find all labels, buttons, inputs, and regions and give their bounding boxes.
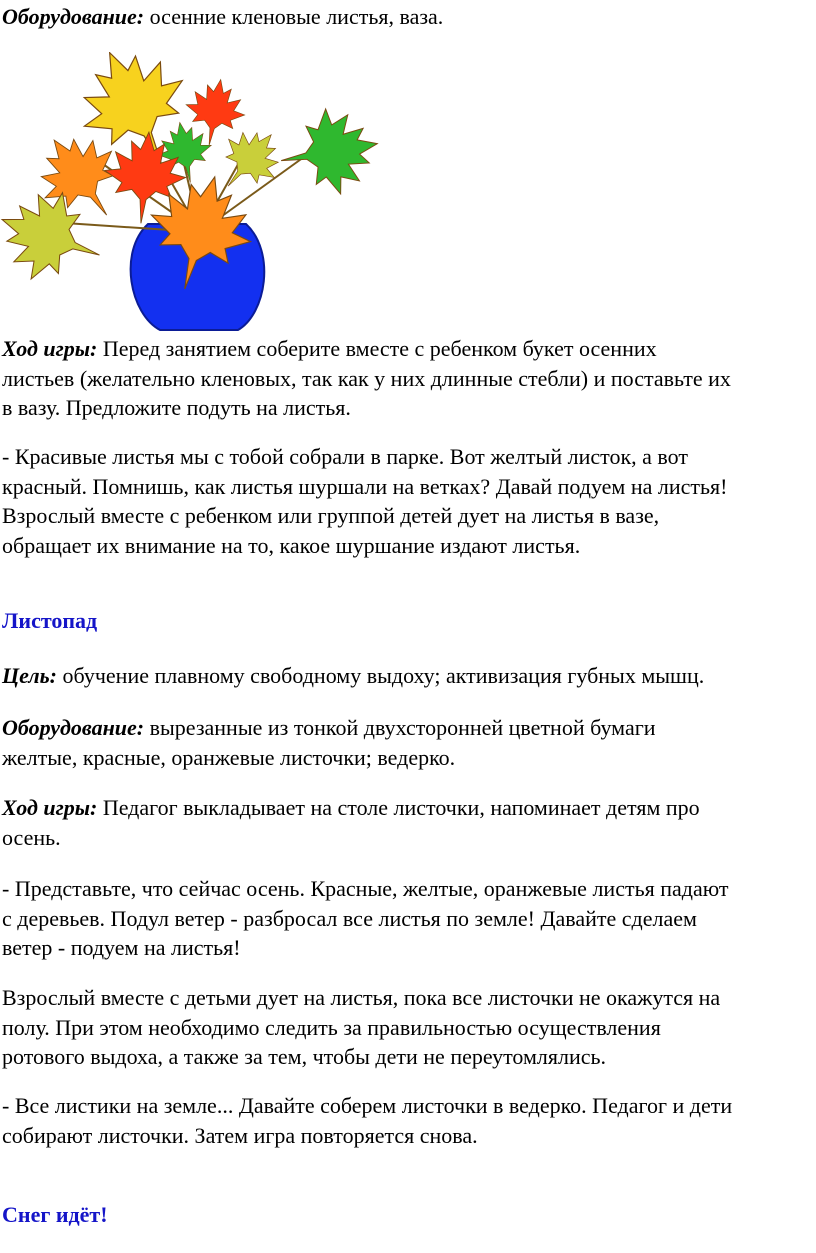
equipment-label: Оборудование:	[2, 4, 145, 29]
text-line: Взрослый вместе с детьми дует на листья, пока все листочки не окажутся на	[2, 985, 721, 1010]
goal-label: Цель:	[2, 663, 57, 688]
text-line: с деревьев. Подул ветер - разбросал все листья по земле! Давайте сделаем	[2, 905, 697, 931]
equipment-paragraph-2	[2, 713, 814, 772]
instruction-paragraph	[2, 983, 814, 1072]
maple-leaves-vase-illustration	[0, 52, 400, 337]
text-line: Перед занятием соберите вместе с ребенком букет осенних	[97, 336, 657, 361]
dialogue-paragraph-3	[2, 1091, 814, 1150]
text-line: полу. При этом необходимо следить за правильностью осуществления	[2, 1014, 661, 1040]
section-heading-listopad: Листопад	[2, 608, 98, 633]
text-line: Педагог выкладывает на столе листочки, напоминает детям про	[97, 795, 700, 820]
text-line: листьев (желательно кленовых, так как у них длинные стебли) и поставьте их	[2, 365, 731, 391]
text-line: Взрослый вместе с ребенком или группой детей дует на листья в вазе,	[2, 503, 660, 528]
dialogue-paragraph-1	[2, 442, 814, 560]
game-course-label: Ход игры:	[2, 795, 98, 820]
equipment-text: осенние кленовые листья, ваза.	[144, 4, 444, 29]
text-line: желтые, красные, оранжевые листочки; ведерко.	[2, 744, 456, 770]
dialogue-paragraph-2	[2, 874, 814, 963]
leaf-lightgreen-right	[205, 116, 294, 206]
text-line: ротового выдоха, а также за тем, чтобы дети не переутомлялись.	[2, 1044, 607, 1069]
game-course-paragraph-1	[2, 334, 814, 423]
equipment-label: Оборудование:	[2, 715, 145, 740]
goal-text: обучение плавному свободному выдоху; активизация губных мышц.	[57, 663, 705, 688]
goal-paragraph	[2, 661, 814, 691]
text-line: в вазу. Предложите подуть на листья.	[2, 395, 351, 420]
text-line: собирают листочки. Затем игра повторяется снова.	[2, 1122, 478, 1148]
text-line: - Все листики на земле... Давайте соберем листочки в ведерко. Педагог и дети	[2, 1093, 733, 1118]
game-course-label: Ход игры:	[2, 336, 98, 361]
game-course-paragraph-2	[2, 793, 814, 852]
section-heading-sneg-idet: Снег идёт!	[2, 1202, 108, 1227]
text-line: осень.	[2, 824, 61, 850]
leaf-green-right	[274, 101, 385, 203]
text-line: - Представьте, что сейчас осень. Красные, желтые, оранжевые листья падают	[2, 876, 729, 901]
equipment-paragraph-1	[2, 2, 814, 32]
text-line: ветер - подуем на листья!	[2, 935, 241, 960]
text-line: - Красивые листья мы с тобой собрали в парке. Вот желтый листок, а вот	[2, 444, 688, 469]
text-line: обращает их внимание на то, какое шуршание издают листья.	[2, 532, 581, 558]
text-line: красный. Помнишь, как листья шуршали на ветках? Давай подуем на листья!	[2, 473, 728, 499]
text-line: вырезанные из тонкой двухсторонней цветной бумаги	[144, 715, 656, 740]
